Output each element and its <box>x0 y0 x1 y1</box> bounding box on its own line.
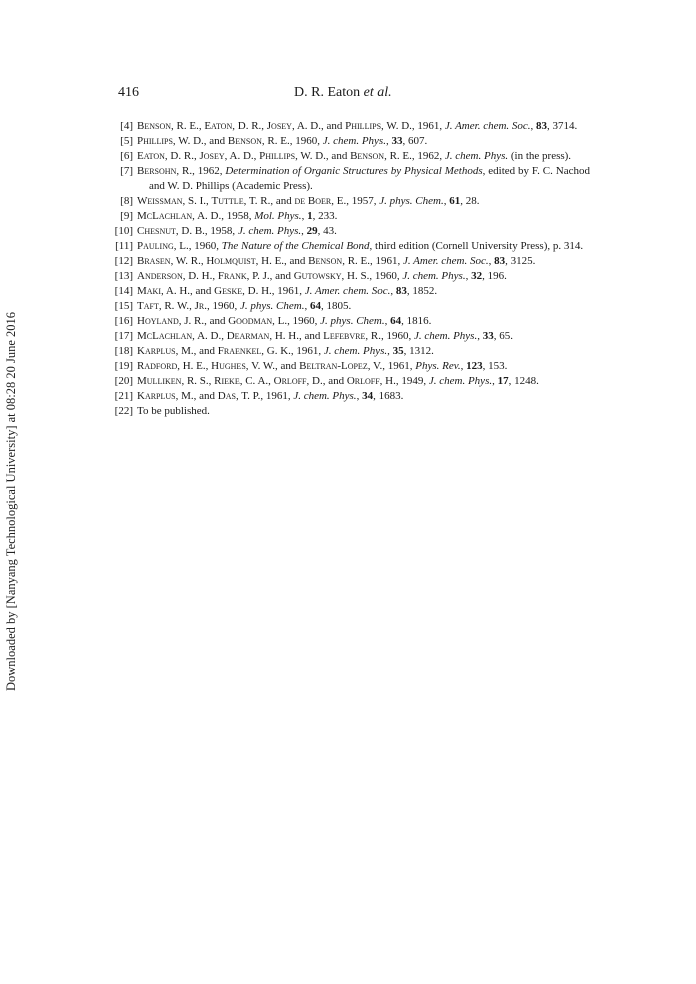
ref-author: Benson <box>308 255 343 267</box>
reference-number: [5] <box>120 135 133 147</box>
ref-title: J. chem. Phys. <box>293 390 357 402</box>
ref-text-segment: , J. R., and <box>178 315 229 327</box>
ref-text-segment: , <box>460 360 467 372</box>
reference-number: [12] <box>114 255 133 267</box>
ref-text-segment: , W. D., 1961, <box>381 120 445 132</box>
ref-text-segment: , G. K., 1961, <box>261 345 324 357</box>
ref-text-segment: , <box>443 195 450 207</box>
ref-text-segment: , <box>356 390 363 402</box>
ref-text-segment: , H. H., and <box>269 330 324 342</box>
reference-text <box>137 389 590 404</box>
ref-text-segment: , L., 1960, <box>272 315 321 327</box>
ref-author: Frank <box>217 270 247 282</box>
reference-text <box>137 194 590 209</box>
reference-number: [19] <box>114 360 133 372</box>
reference-list <box>114 119 590 419</box>
reference-number: [10] <box>114 225 133 237</box>
reference-item <box>114 344 590 359</box>
reference-item <box>118 194 590 209</box>
ref-text-segment: , V., 1961, <box>367 360 416 372</box>
reference-text <box>137 329 590 344</box>
ref-text-segment: , <box>390 285 396 297</box>
ref-author: Orloff <box>346 375 380 387</box>
ref-text-segment: , M., and <box>175 390 218 402</box>
ref-author: Mulliken <box>137 375 182 387</box>
reference-item <box>114 269 590 284</box>
ref-author: Benson <box>137 120 172 132</box>
reference-text <box>137 359 590 374</box>
reference-number: [17] <box>114 330 133 342</box>
ref-text-segment: , <box>304 300 310 312</box>
ref-text-segment: , <box>301 225 307 237</box>
running-head-et-al: et al. <box>363 85 392 100</box>
ref-author: Karplus <box>137 390 176 402</box>
ref-text-segment: , 1805. <box>320 300 352 312</box>
ref-volume: 64 <box>309 300 321 312</box>
ref-author: McLachlan <box>137 210 193 222</box>
ref-author: Rieke <box>214 375 240 387</box>
ref-title: Determination of Organic Structures by Physical Methods <box>225 165 483 177</box>
ref-text-segment: , H. E., and <box>255 255 309 267</box>
reference-number: [14] <box>114 285 133 297</box>
ref-author: Holmquist <box>206 255 256 267</box>
ref-author: Bersohn <box>137 165 177 177</box>
ref-author: de Boer <box>294 195 332 207</box>
ref-text-segment: , 1312. <box>403 345 434 357</box>
running-head <box>294 85 392 101</box>
download-notice-text: Downloaded by [Nanyang Technological University] at 08:28 20 June 2016 <box>4 311 18 691</box>
reference-text <box>137 344 590 359</box>
ref-text-segment: To be published. <box>137 405 210 417</box>
ref-title: J. chem. Phys. <box>402 270 466 282</box>
reference-text <box>137 119 590 134</box>
ref-title: J. chem. Phys. <box>237 225 302 237</box>
ref-volume: 61 <box>449 195 461 207</box>
ref-text-segment: , <box>488 255 495 267</box>
ref-text-segment: , E., 1957, <box>331 195 380 207</box>
reference-number: [9] <box>120 210 133 222</box>
ref-title: Mol. Phys. <box>254 210 302 222</box>
ref-author: Eaton <box>204 120 233 132</box>
reference-item <box>118 164 590 194</box>
ref-text-segment: , W. R., <box>170 255 207 267</box>
ref-text-segment: , 607. <box>402 135 428 147</box>
reference-text <box>137 149 590 164</box>
ref-text-segment: , 1852. <box>406 285 438 297</box>
ref-volume: 83 <box>536 120 548 132</box>
ref-volume: 17 <box>497 375 509 387</box>
ref-author: Benson <box>350 150 385 162</box>
ref-text-segment: , H., 1949, <box>379 375 429 387</box>
reference-item <box>118 119 590 134</box>
ref-author: Maki <box>137 285 161 297</box>
ref-title: J. chem. Phys. <box>413 330 478 342</box>
ref-title: J. Amer. chem. Soc. <box>304 285 391 297</box>
reference-number: [21] <box>114 390 133 402</box>
reference-text <box>137 254 590 269</box>
ref-text-segment: , C. A., <box>239 375 274 387</box>
ref-volume: 29 <box>306 225 318 237</box>
ref-author: Josey <box>266 120 292 132</box>
ref-author: Radford <box>137 360 178 372</box>
ref-text-segment: , R., 1960, <box>365 330 414 342</box>
ref-author: Pauling <box>137 240 174 252</box>
ref-volume: 123 <box>466 360 483 372</box>
reference-text <box>137 314 590 329</box>
reference-text <box>137 239 590 254</box>
ref-text-segment: , H. S., 1960, <box>341 270 403 282</box>
reference-number: [18] <box>114 345 133 357</box>
reference-number: [4] <box>120 120 133 132</box>
ref-author: Taft <box>137 300 159 312</box>
ref-text-segment: , S. I., <box>182 195 212 207</box>
ref-author: Jr. <box>194 300 207 312</box>
ref-text-segment: , V. W., and <box>245 360 300 372</box>
ref-title: J. phys. Chem. <box>239 300 305 312</box>
reference-item <box>114 299 590 314</box>
reference-number: [11] <box>115 240 133 252</box>
reference-number: [15] <box>114 300 133 312</box>
ref-text-segment: , A. D., <box>224 150 260 162</box>
ref-text-segment: (in the press). <box>508 150 572 162</box>
ref-author: Karplus <box>137 345 176 357</box>
ref-text-segment: , D. H., 1961, <box>242 285 305 297</box>
ref-text-segment: , <box>301 210 308 222</box>
ref-author: Phillips <box>137 135 173 147</box>
ref-text-segment: , T. R., and <box>243 195 295 207</box>
ref-text-segment: , D. H., <box>182 270 218 282</box>
ref-title: J. Amer. chem. Soc. <box>444 120 531 132</box>
ref-text-segment: , 3714. <box>547 120 578 132</box>
reference-item <box>114 224 590 239</box>
reference-text <box>137 269 590 284</box>
ref-text-segment: , 1960, <box>206 300 240 312</box>
reference-text <box>137 284 590 299</box>
reference-item <box>114 254 590 269</box>
ref-text-segment: , R. E., 1962, <box>384 150 445 162</box>
reference-item <box>118 209 590 224</box>
reference-number: [16] <box>114 315 133 327</box>
ref-title: Phys. Rev. <box>415 360 461 372</box>
reference-item <box>118 134 590 149</box>
ref-title: J. chem. Phys. <box>428 375 493 387</box>
ref-text-segment: , R. E., 1960, <box>261 135 323 147</box>
ref-text-segment: , <box>385 135 392 147</box>
ref-volume: 1 <box>307 210 313 222</box>
ref-author: Benson <box>227 135 262 147</box>
ref-text-segment: , <box>530 120 537 132</box>
reference-text <box>137 374 590 389</box>
ref-text-segment: , 153. <box>482 360 508 372</box>
reference-number: [8] <box>120 195 133 207</box>
ref-text-segment: , L., 1960, <box>173 240 222 252</box>
reference-number: [6] <box>120 150 133 162</box>
ref-text-segment: , D. B., 1958, <box>175 225 238 237</box>
ref-author: Eaton <box>137 150 165 162</box>
ref-author: Fraenkel <box>217 345 262 357</box>
ref-text-segment: , H. E., <box>177 360 212 372</box>
ref-text-segment: , A. D., and <box>291 120 346 132</box>
reference-number: [7] <box>120 165 133 177</box>
ref-author: Anderson <box>137 270 183 282</box>
ref-text-segment: , <box>465 270 472 282</box>
ref-text-segment: , A. D., 1958, <box>192 210 255 222</box>
reference-number: [20] <box>114 375 133 387</box>
reference-text <box>137 209 590 224</box>
reference-item <box>114 389 590 404</box>
ref-text-segment: , 1248. <box>508 375 539 387</box>
reference-item <box>114 284 590 299</box>
reference-item <box>114 404 590 419</box>
ref-author: Hughes <box>211 360 246 372</box>
ref-text-segment: , D. R., <box>232 120 267 132</box>
ref-text-segment: , 233. <box>312 210 338 222</box>
ref-author: Gutowsky <box>293 270 342 282</box>
ref-author: Chesnut <box>137 225 176 237</box>
ref-title: J. Amer. chem. Soc. <box>403 255 489 267</box>
page-number: 416 <box>118 85 139 100</box>
ref-volume: 64 <box>390 315 402 327</box>
ref-text-segment: , <box>492 375 498 387</box>
ref-title: J. phys. Chem. <box>320 315 385 327</box>
reference-item <box>114 374 590 389</box>
ref-title: The Nature of the Chemical Bond <box>221 240 370 252</box>
ref-text-segment: , edited by F. C. Nachod and W. D. Phillips (Academic Press). <box>149 165 590 192</box>
ref-text-segment: , W. D., and <box>172 135 228 147</box>
ref-text-segment: , 1683. <box>373 390 404 402</box>
ref-text-segment: , R., 1962, <box>176 165 226 177</box>
ref-author: McLachlan <box>137 330 193 342</box>
ref-author: Brasen <box>137 255 171 267</box>
reference-item <box>114 329 590 344</box>
ref-text-segment: , R. E., 1961, <box>342 255 403 267</box>
reference-text <box>137 224 590 239</box>
ref-text-segment: , T. P., 1961, <box>235 390 294 402</box>
ref-title: J. chem. Phys. <box>444 150 509 162</box>
ref-text-segment: , W. D., and <box>295 150 351 162</box>
ref-volume: 32 <box>471 270 483 282</box>
reference-text <box>137 164 590 194</box>
reference-number: [13] <box>114 270 133 282</box>
reference-number: [22] <box>114 405 133 417</box>
ref-author: Josey <box>199 150 225 162</box>
ref-author: Lefebvre <box>323 330 366 342</box>
ref-title: J. chem. Phys. <box>323 345 388 357</box>
ref-text-segment: , 1816. <box>401 315 432 327</box>
ref-author: Beltran-Lopez <box>299 360 368 372</box>
ref-text-segment: , A. H., and <box>161 285 215 297</box>
reference-text <box>137 134 590 149</box>
ref-author: Geske <box>214 285 243 297</box>
reference-item <box>114 314 590 329</box>
ref-author: Weissman <box>137 195 183 207</box>
ref-volume: 83 <box>494 255 506 267</box>
ref-author: Orloff <box>273 375 307 387</box>
running-head-author: D. R. Eaton <box>294 85 361 100</box>
ref-text-segment: , 196. <box>482 270 507 282</box>
ref-author: Hoyland <box>137 315 179 327</box>
ref-author: Phillips <box>345 120 382 132</box>
ref-text-segment: , 3125. <box>505 255 536 267</box>
reference-text <box>137 299 590 314</box>
reference-item <box>115 239 590 254</box>
ref-title: J. chem. Phys. <box>322 135 386 147</box>
reference-item <box>114 359 590 374</box>
ref-text-segment: , M., and <box>175 345 218 357</box>
ref-text-segment: , <box>477 330 483 342</box>
ref-text-segment: , 43. <box>317 225 337 237</box>
ref-author: Goodman <box>228 315 273 327</box>
reference-text <box>137 404 590 419</box>
ref-text-segment: , third edition (Cornell University Press), p. 314. <box>369 240 584 252</box>
ref-author: Phillips <box>259 150 296 162</box>
ref-text-segment: , <box>384 315 391 327</box>
ref-volume: 34 <box>362 390 374 402</box>
ref-text-segment: , 28. <box>460 195 480 207</box>
ref-title: J. phys. Chem. <box>379 195 444 207</box>
ref-volume: 83 <box>395 285 407 297</box>
ref-author: Tuttle <box>211 195 244 207</box>
ref-text-segment: , P. J., and <box>246 270 294 282</box>
ref-text-segment: , <box>387 345 393 357</box>
ref-text-segment: , D., and <box>306 375 347 387</box>
ref-text-segment: , R. E., <box>171 120 205 132</box>
ref-text-segment: , D. R., <box>164 150 200 162</box>
ref-author: Das <box>217 390 236 402</box>
ref-volume: 33 <box>391 135 403 147</box>
ref-text-segment: , 65. <box>493 330 513 342</box>
ref-volume: 35 <box>392 345 404 357</box>
ref-text-segment: , R. W., <box>158 300 195 312</box>
ref-text-segment: , A. D., <box>192 330 227 342</box>
ref-volume: 33 <box>482 330 494 342</box>
ref-author: Dearman <box>226 330 270 342</box>
reference-item <box>118 149 590 164</box>
ref-text-segment: , R. S., <box>181 375 215 387</box>
